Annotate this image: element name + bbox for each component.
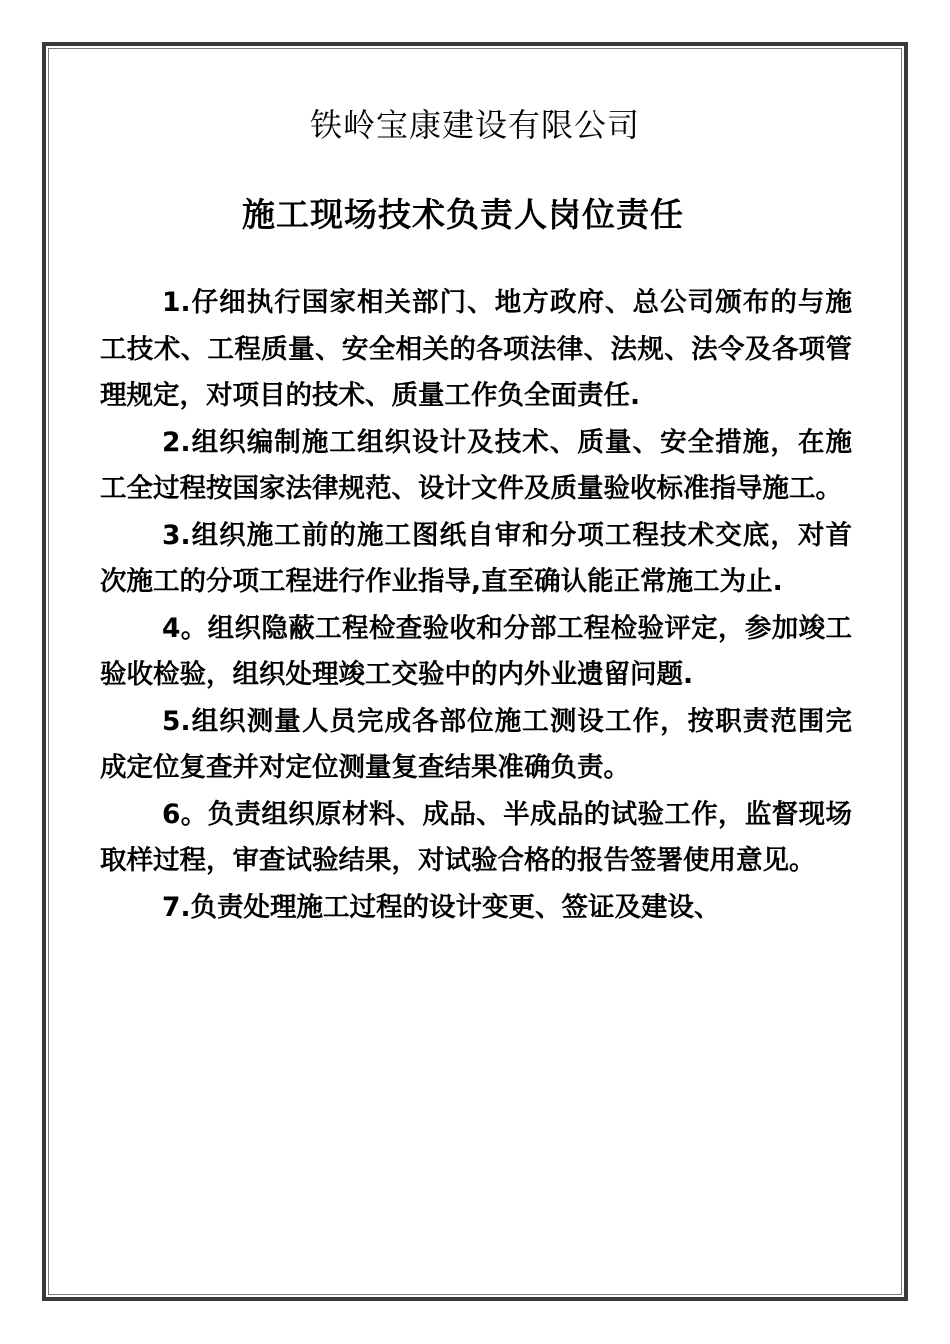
list-item-1: 1.仔细执行国家相关部门、地方政府、总公司颁布的与施工技术、工程质量、安全相关的各项法律、法规、法令及各项管理规定，对项目的技术、质量工作负全面责任. bbox=[100, 287, 852, 411]
list-item-4: 4。组织隐蔽工程检查验收和分部工程检验评定，参加竣工验收检验，组织处理竣工交验中的内外业遗留问题. bbox=[100, 612, 852, 690]
list-item-2: 2.组织编制施工组织设计及技术、质量、安全措施，在施工全过程按国家法律规范、设计文件及质量验收标准指导施工。 bbox=[100, 426, 852, 504]
list-item-5: 5.组织测量人员完成各部位施工测设工作，按职责范围完成定位复查并对定位测量复查结果准确负责。 bbox=[100, 705, 852, 783]
company-name: 铁岭宝康建设有限公司 bbox=[309, 106, 640, 144]
responsibility-list bbox=[100, 280, 852, 931]
document-title: 施工现场技术负责人岗位责任 bbox=[242, 195, 684, 234]
list-item-3: 3.组织施工前的施工图纸自审和分项工程技术交底，对首次施工的分项工程进行作业指导,直至确认能正常施工为止. bbox=[100, 519, 852, 597]
list-item-6: 6。负责组织原材料、成品、半成品的试验工作，监督现场取样过程，审查试验结果，对试验合格的报告签署使用意见。 bbox=[100, 798, 852, 876]
list-item-7: 7.负责处理施工过程的设计变更、签证及建设、 bbox=[162, 891, 721, 923]
